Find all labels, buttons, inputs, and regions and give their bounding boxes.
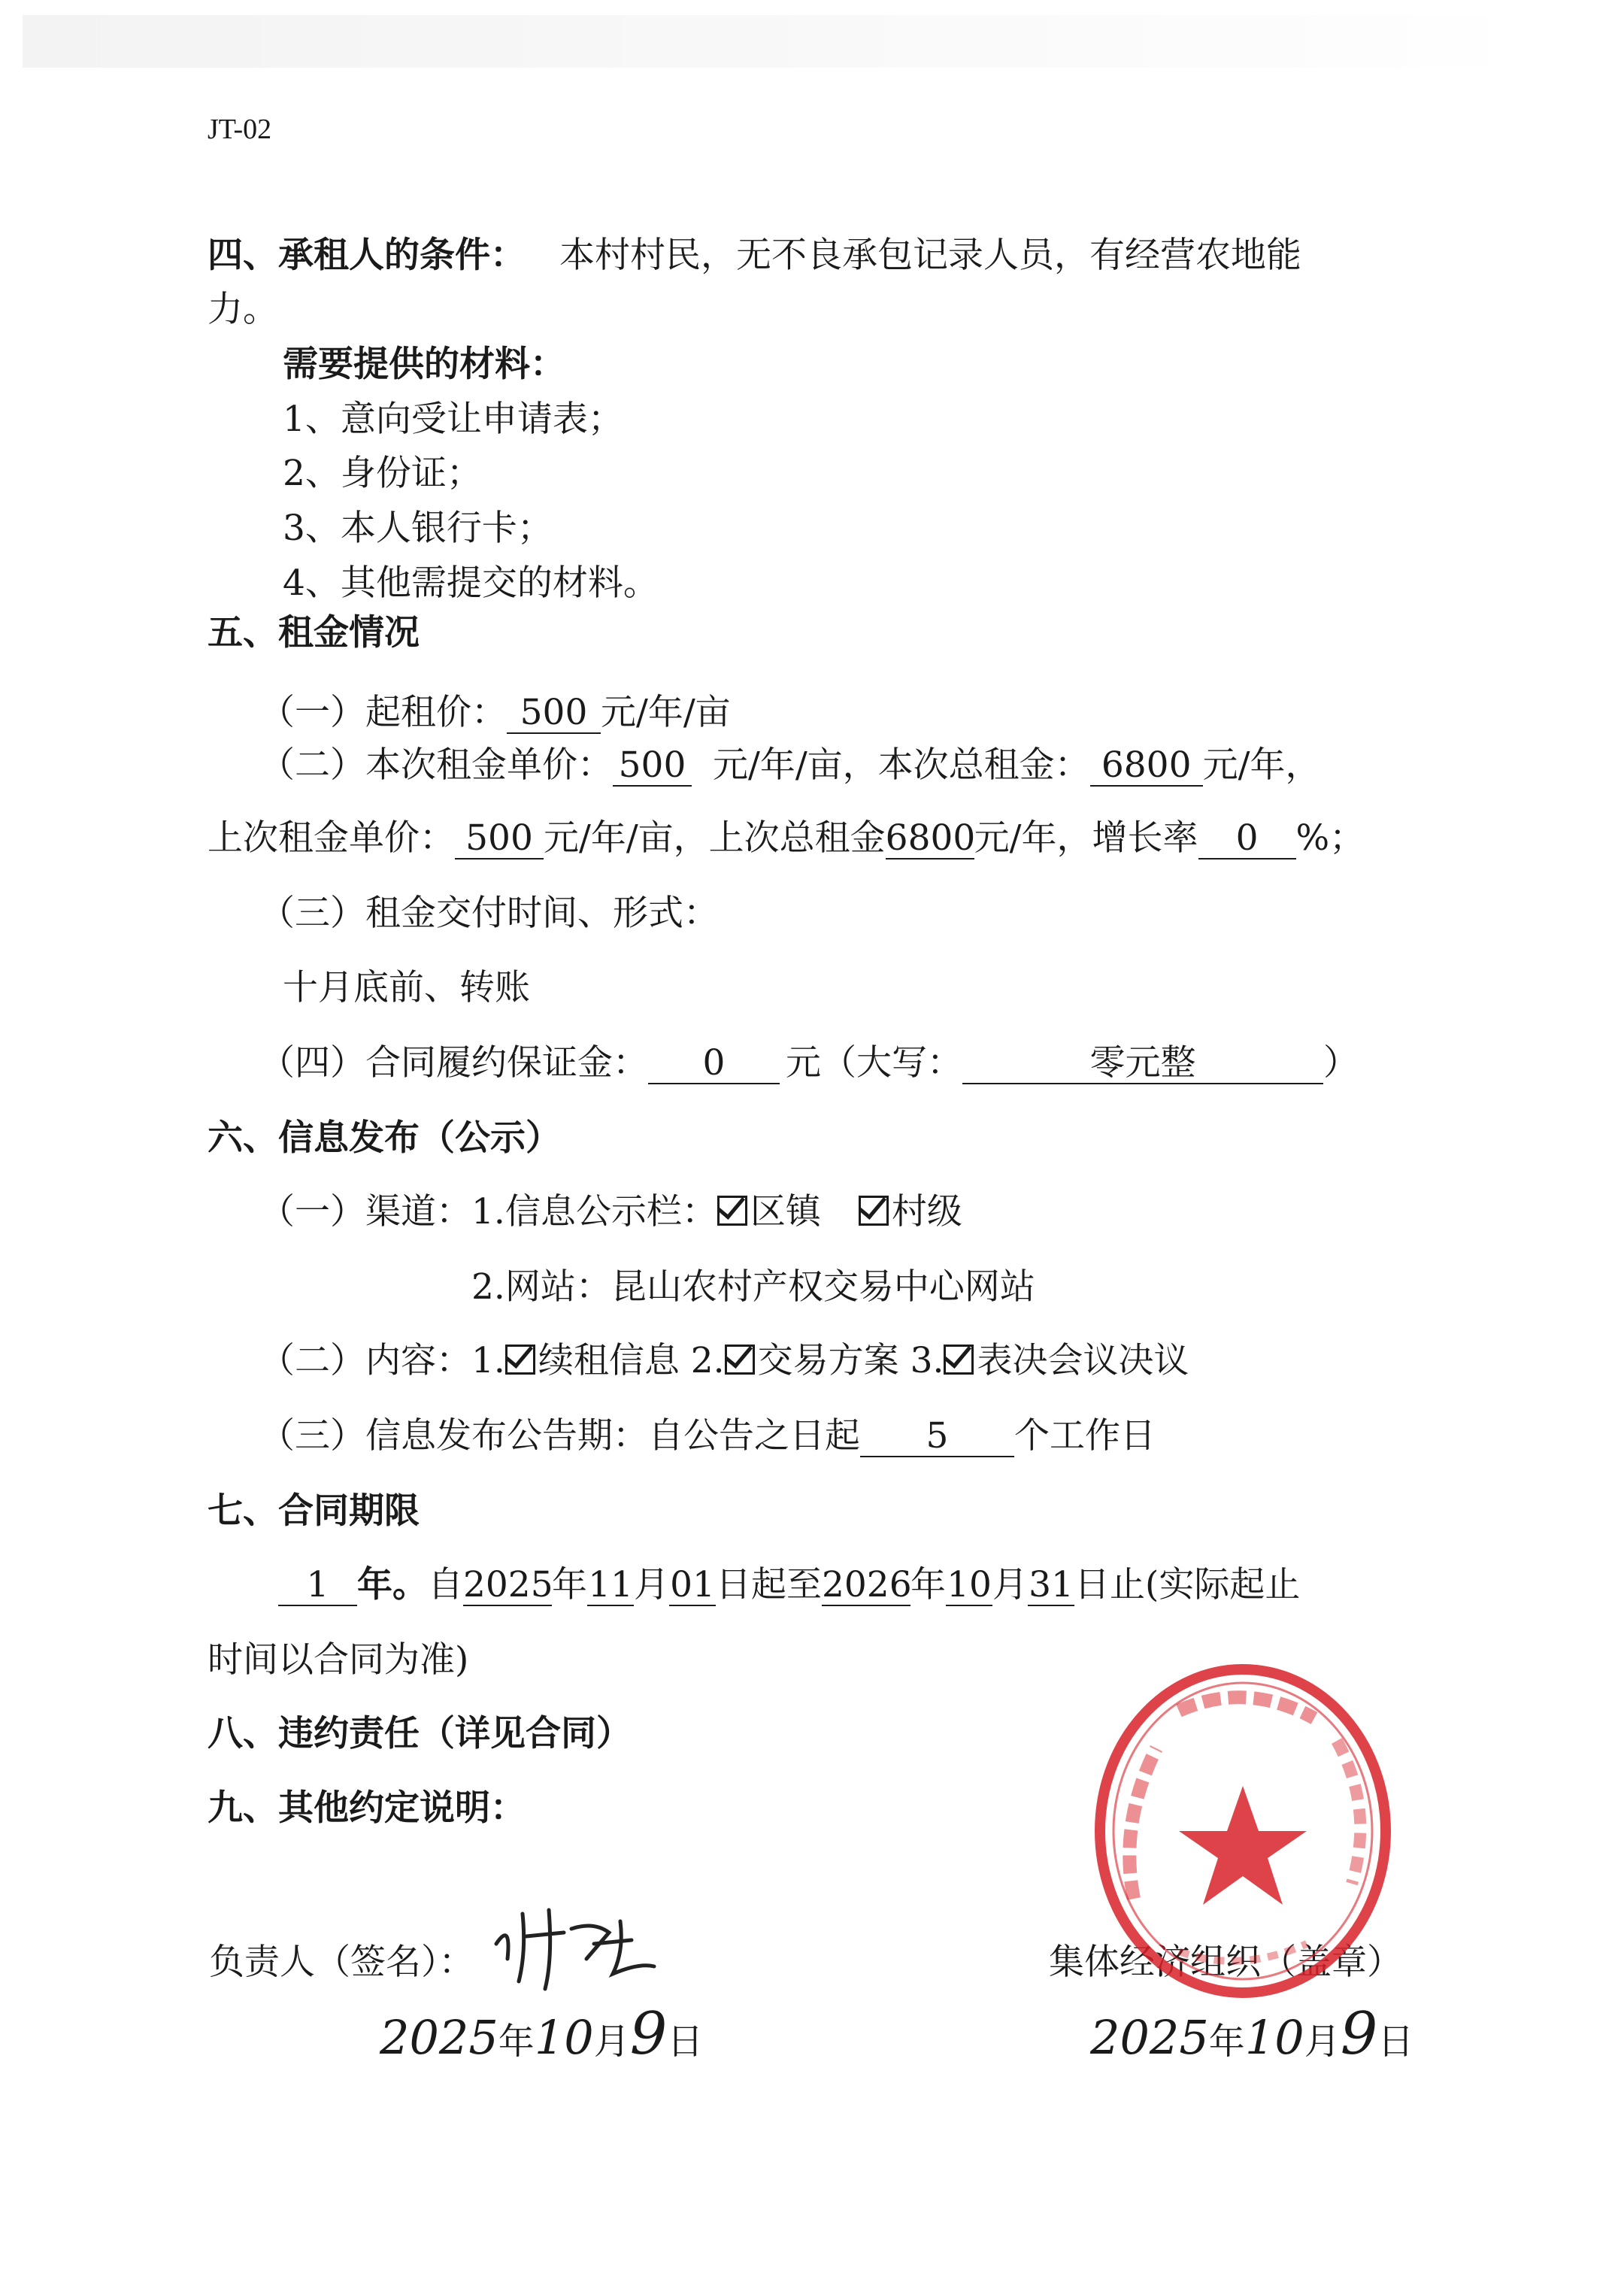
rent-previous-mid-2: 元/年，增长率: [974, 817, 1198, 859]
content-item-plan: 交易方案 3.: [757, 1340, 944, 1381]
section-4-text-2: 力。: [208, 289, 278, 330]
scan-smudge: [23, 15, 1489, 68]
channel-row: [259, 1190, 1398, 1235]
checkbox-checked-icon: [725, 1345, 755, 1375]
rent-current-unit-price: 500: [613, 746, 692, 787]
term-note: 时间以合同为准): [208, 1639, 469, 1681]
material-item: 4、其他需提交的材料。: [283, 562, 659, 604]
section-5-title: 五、租金情况: [208, 612, 420, 653]
day-unit: 日: [667, 2021, 704, 2063]
term-years: 1: [278, 1566, 357, 1606]
section-6-title: 六、信息发布（公示）: [208, 1117, 561, 1159]
document-code: JT-02: [208, 114, 272, 145]
notice-period-label: （三）信息发布公告期：自公告之日起: [259, 1415, 860, 1457]
rent-start-value: 500: [507, 693, 601, 734]
channel-option-district: 区镇: [750, 1191, 821, 1232]
start-month: 11: [588, 1564, 633, 1605]
month-unit: 月: [1304, 2021, 1341, 2063]
start-year: 2025: [463, 1564, 553, 1605]
section-9-title: 九、其他约定说明：: [208, 1787, 526, 1829]
signer-date-year: 2025: [380, 2010, 498, 2065]
year-unit: 年: [910, 1564, 946, 1605]
deposit-amount-chinese: 零元整: [962, 1044, 1323, 1084]
channel-option-village: 村级: [891, 1191, 962, 1232]
rent-current-label: （二）本次租金单价：: [259, 744, 613, 786]
signer-date-month: 10: [534, 2010, 594, 2065]
notice-period-row: [259, 1414, 1398, 1459]
year-unit: 年: [498, 2021, 535, 2063]
deposit-suffix: ）: [1323, 1042, 1359, 1084]
section-8-title: 八、违约责任（详见合同）: [208, 1713, 632, 1754]
checkbox-checked-icon: [505, 1345, 535, 1375]
org-date-year: 2025: [1090, 2010, 1209, 2065]
deposit-amount: 0: [648, 1044, 780, 1084]
term-tail: 日止(实际起止: [1074, 1564, 1301, 1605]
checkbox-checked-icon: [944, 1345, 974, 1375]
rent-previous-unit-price: 500: [455, 819, 544, 859]
day-unit: 日: [1377, 2021, 1414, 2063]
checkbox-checked-icon: [859, 1196, 889, 1226]
org-date-month: 10: [1244, 2010, 1304, 2065]
material-item: 1、意向受让申请表；: [283, 399, 623, 440]
notice-period-unit: 个工作日: [1014, 1415, 1156, 1457]
section-4-title: 四、承租人的条件：: [208, 235, 526, 276]
month-unit: 月: [992, 1564, 1028, 1605]
signer-date: [380, 2000, 703, 2068]
term-to-label: 日起至: [716, 1564, 822, 1605]
rent-start-label: （一）起租价：: [259, 692, 507, 733]
signer-date-day: 9: [629, 2000, 668, 2068]
content-item-renewal: 续租信息 2.: [538, 1340, 725, 1381]
rent-current-unit: 元/年，: [1202, 744, 1321, 786]
notice-period-value: 5: [860, 1417, 1014, 1457]
term-from-label: 自: [428, 1564, 463, 1605]
end-month: 10: [947, 1564, 992, 1605]
rent-previous-row: [208, 816, 1398, 861]
section-7-title: 七、合同期限: [208, 1490, 420, 1532]
year-unit: 年: [552, 1564, 587, 1605]
org-date-day: 9: [1340, 2000, 1378, 2068]
payment-time-label: （三）租金交付时间、形式：: [259, 893, 719, 934]
org-date: [1090, 2000, 1413, 2068]
channel-website: 2.网站：昆山农村产权交易中心网站: [471, 1266, 1035, 1308]
material-item: 3、本人银行卡；: [283, 508, 553, 549]
section-4-line-1: [208, 233, 1398, 278]
rent-current-row: [259, 743, 1398, 788]
rent-current-mid: 元/年/亩，本次总租金：: [713, 744, 1090, 786]
month-unit: 月: [634, 1564, 669, 1605]
start-day: 01: [670, 1564, 715, 1605]
section-4-text-1: 本村村民，无不良承包记录人员，有经营农地能: [559, 235, 1301, 276]
checkbox-checked-icon: [717, 1196, 747, 1226]
year-unit: 年: [1208, 2021, 1245, 2063]
red-seal-stamp: [1089, 1658, 1397, 2004]
growth-rate-unit: %；: [1295, 817, 1365, 859]
rent-start-price-row: [259, 690, 1398, 735]
rent-previous-label: 上次租金单价：: [208, 817, 455, 859]
content-item-resolution: 表决会议决议: [977, 1340, 1189, 1381]
deposit-mid: 元（大写：: [786, 1042, 962, 1084]
term-row: [278, 1563, 1398, 1608]
term-years-unit: 年。: [357, 1564, 428, 1605]
deposit-row: [259, 1041, 1398, 1086]
org-seal-label: 集体经济组织（盖章）: [1049, 1942, 1402, 1983]
rent-start-unit: 元/年/亩: [601, 692, 731, 733]
channel-label: （一）渠道：1.信息公示栏：: [259, 1191, 717, 1232]
deposit-label: （四）合同履约保证金：: [259, 1042, 648, 1084]
materials-title: 需要提供的材料：: [283, 344, 565, 385]
signer-label: 负责人（签名）：: [209, 1942, 474, 1983]
end-day: 31: [1029, 1564, 1074, 1605]
signature-image: [481, 1891, 677, 1996]
end-year: 2026: [822, 1564, 912, 1605]
rent-previous-mid: 元/年/亩，上次总租金: [544, 817, 886, 859]
material-item: 2、身份证；: [283, 453, 482, 494]
content-row: [259, 1338, 1398, 1384]
payment-time-value: 十月底前、转账: [283, 967, 530, 1008]
growth-rate-value: 0: [1198, 819, 1296, 859]
month-unit: 月: [593, 2021, 630, 2063]
rent-previous-total: 6800: [885, 817, 976, 859]
rent-current-total: 6800: [1090, 746, 1203, 787]
content-label: （二）内容：1.: [259, 1340, 505, 1381]
